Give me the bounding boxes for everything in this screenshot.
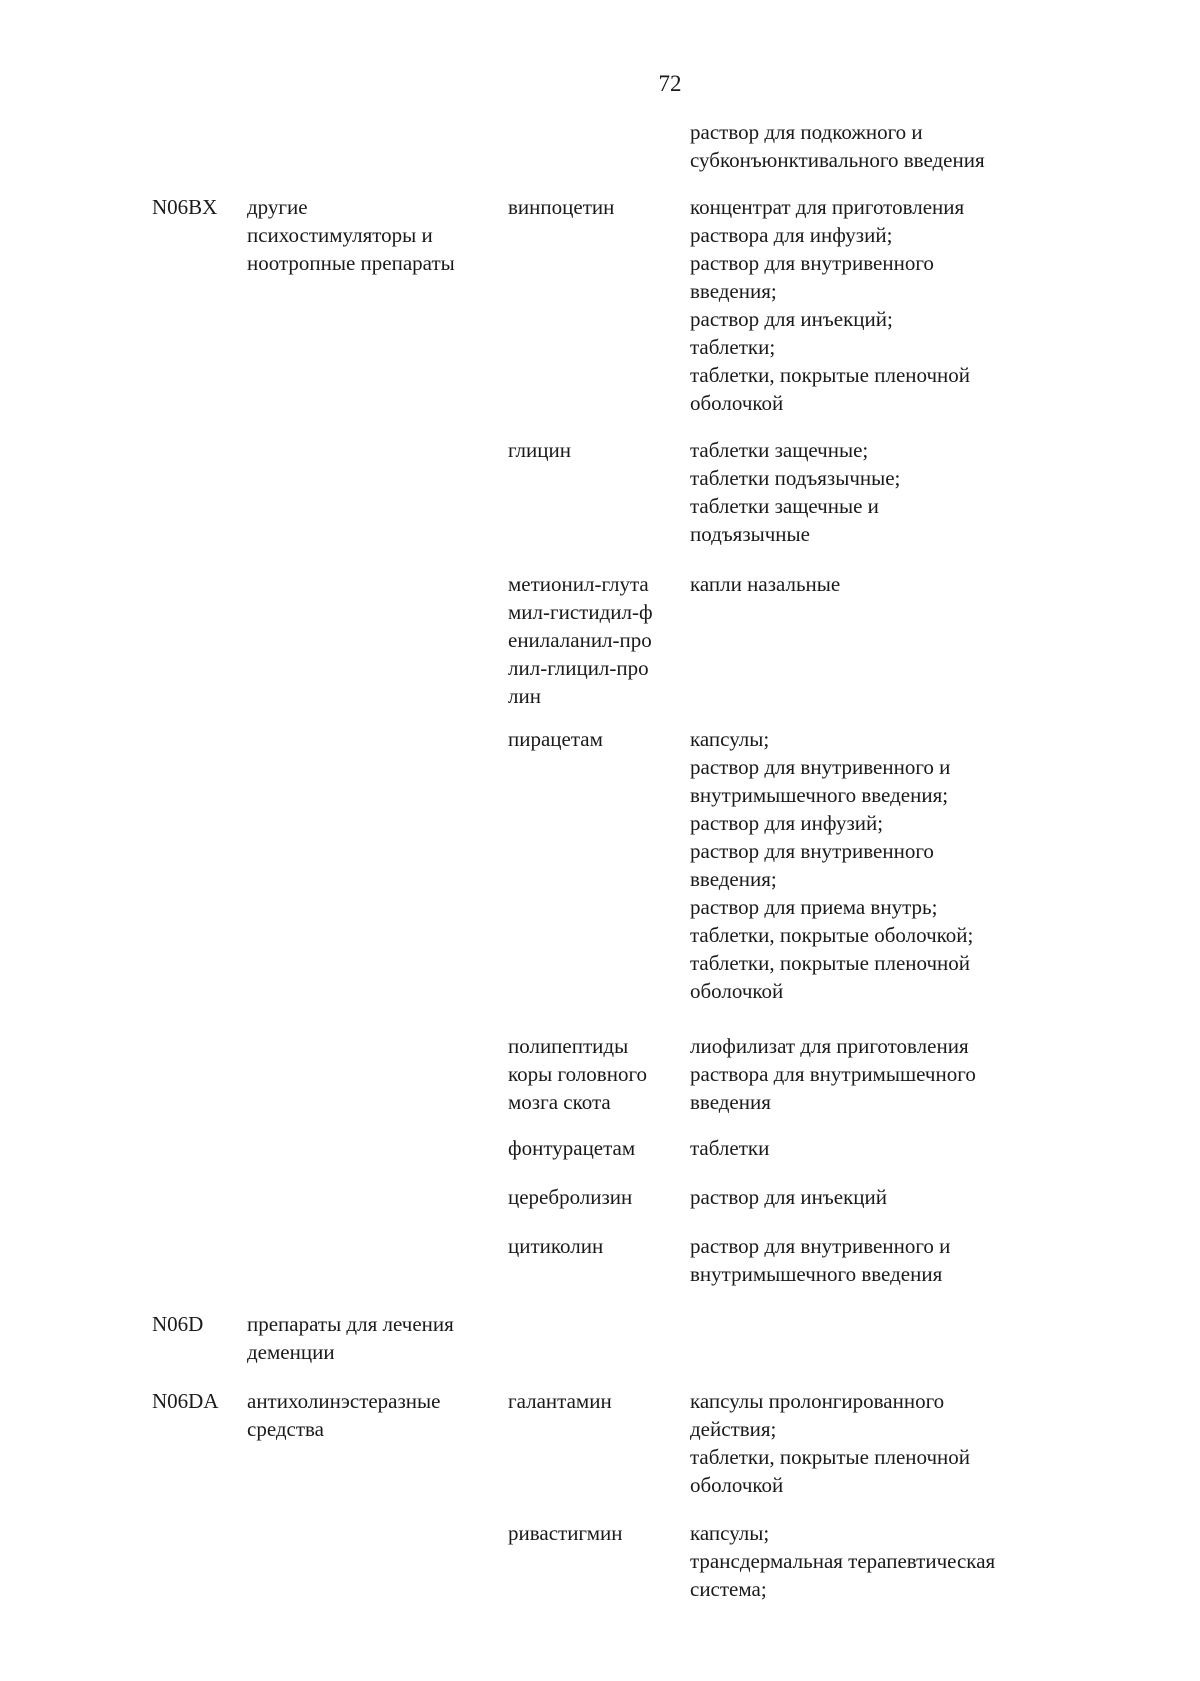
dosage-forms-line: подъязычные [690, 522, 810, 546]
drug-name [508, 1032, 690, 1116]
pharmacological-group-line: средства [247, 1417, 325, 1441]
dosage-forms-line: раствора для внутримышечного [690, 1062, 976, 1086]
dosage-forms [690, 570, 1080, 598]
dosage-forms-line: таблетки, покрытые пленочной [690, 363, 971, 387]
page-number: 72 [658, 71, 682, 96]
dosage-forms-line: раствор для инфузий; [690, 811, 884, 835]
pharmacological-group-line: психостимуляторы и [247, 223, 433, 247]
dosage-forms-line: внутримышечного введения; [690, 783, 949, 807]
dosage-forms-line: раствор для подкожного и [690, 120, 923, 144]
pharmacological-group-line: антихолинэстеразные [247, 1389, 441, 1413]
drug-name [508, 1519, 690, 1547]
dosage-forms [690, 1134, 1080, 1162]
dosage-forms-line: раствор для инъекций; [690, 307, 893, 331]
drug-name-line: пирацетам [508, 727, 603, 751]
dosage-forms-line: введения; [690, 867, 777, 891]
dosage-forms-line: таблетки защечные; [690, 438, 869, 462]
drug-name-line: коры головного [508, 1062, 648, 1086]
dosage-forms [690, 1519, 1080, 1603]
dosage-forms-line: капсулы; [690, 727, 770, 751]
dosage-forms [690, 1032, 1080, 1116]
atc-code: N06DA [152, 1389, 219, 1413]
dosage-forms [690, 1183, 1080, 1211]
dosage-forms-line: раствор для внутривенного [690, 839, 934, 863]
dosage-forms-line: раствор для внутривенного и [690, 755, 951, 779]
drug-name [508, 570, 690, 710]
dosage-forms-line: таблетки [690, 1136, 770, 1160]
dosage-forms [690, 1387, 1080, 1499]
dosage-forms [690, 436, 1080, 548]
drug-name-line: винпоцетин [508, 195, 615, 219]
drug-name [508, 1232, 690, 1260]
drug-name [508, 725, 690, 753]
drug-name [508, 1183, 690, 1211]
dosage-forms-line: капли назальные [690, 572, 841, 596]
dosage-forms-line: раствор для приема внутрь; [690, 895, 938, 919]
dosage-forms-line: раствор для инъекций [690, 1185, 887, 1209]
dosage-forms-line: оболочкой [690, 979, 784, 1003]
dosage-forms [690, 193, 1080, 417]
drug-name-line: цитиколин [508, 1234, 604, 1258]
dosage-forms-line: система; [690, 1577, 767, 1601]
dosage-forms-line: действия; [690, 1417, 777, 1441]
pharmacological-group [247, 193, 497, 277]
dosage-forms-line: таблетки, покрытые пленочной [690, 1445, 971, 1469]
dosage-forms-line: раствора для инфузий; [690, 223, 893, 247]
dosage-forms-line: раствор для внутривенного и [690, 1234, 951, 1258]
dosage-forms-line: введения; [690, 279, 777, 303]
dosage-forms-line: таблетки защечные и [690, 494, 879, 518]
drug-name [508, 1387, 690, 1415]
dosage-forms-line: таблетки, покрытые пленочной [690, 951, 971, 975]
dosage-forms-line: таблетки; [690, 335, 776, 359]
dosage-forms-line: оболочкой [690, 391, 784, 415]
dosage-forms-line: таблетки, покрытые оболочкой; [690, 923, 974, 947]
pharmacological-group-line: деменции [247, 1340, 335, 1364]
dosage-forms-line: трансдермальная терапевтическая [690, 1549, 996, 1573]
drug-name-line: метионил-глута [508, 572, 649, 596]
drug-name-line: ривастигмин [508, 1521, 623, 1545]
drug-name-line: енилаланил-про [508, 628, 652, 652]
pharmacological-group [247, 1310, 497, 1366]
atc-code: N06BX [152, 195, 218, 219]
atc-code: N06D [152, 1312, 204, 1336]
dosage-forms-line: внутримышечного введения [690, 1262, 943, 1286]
drug-name-line: лин [508, 684, 541, 708]
drug-name-line: галантамин [508, 1389, 612, 1413]
pharmacological-group-line: ноотропные препараты [247, 251, 455, 275]
drug-name [508, 436, 690, 464]
drug-name [508, 1134, 690, 1162]
drug-name-line: глицин [508, 438, 571, 462]
dosage-forms-line: лиофилизат для приготовления [690, 1034, 969, 1058]
drug-name-line: фонтурацетам [508, 1136, 636, 1160]
pharmacological-group-line: препараты для лечения [247, 1312, 454, 1336]
dosage-forms-line: таблетки подъязычные; [690, 466, 901, 490]
drug-name-line: полипептиды [508, 1034, 629, 1058]
dosage-forms-line: концентрат для приготовления [690, 195, 965, 219]
drug-name-line: мил-гистидил-ф [508, 600, 653, 624]
dosage-forms [690, 1232, 1080, 1288]
dosage-forms [690, 118, 1080, 174]
dosage-forms [690, 725, 1080, 1005]
dosage-forms-line: раствор для внутривенного [690, 251, 934, 275]
pharmacological-group [247, 1387, 497, 1443]
dosage-forms-line: введения [690, 1090, 771, 1114]
drug-name [508, 193, 690, 221]
dosage-forms-line: капсулы; [690, 1521, 770, 1545]
pharmacological-group-line: другие [247, 195, 308, 219]
drug-name-line: церебролизин [508, 1185, 633, 1209]
dosage-forms-line: субконъюнктивального введения [690, 148, 985, 172]
drug-name-line: лил-глицил-про [508, 656, 649, 680]
dosage-forms-line: капсулы пролонгированного [690, 1389, 945, 1413]
dosage-forms-line: оболочкой [690, 1473, 784, 1497]
drug-name-line: мозга скота [508, 1090, 611, 1114]
